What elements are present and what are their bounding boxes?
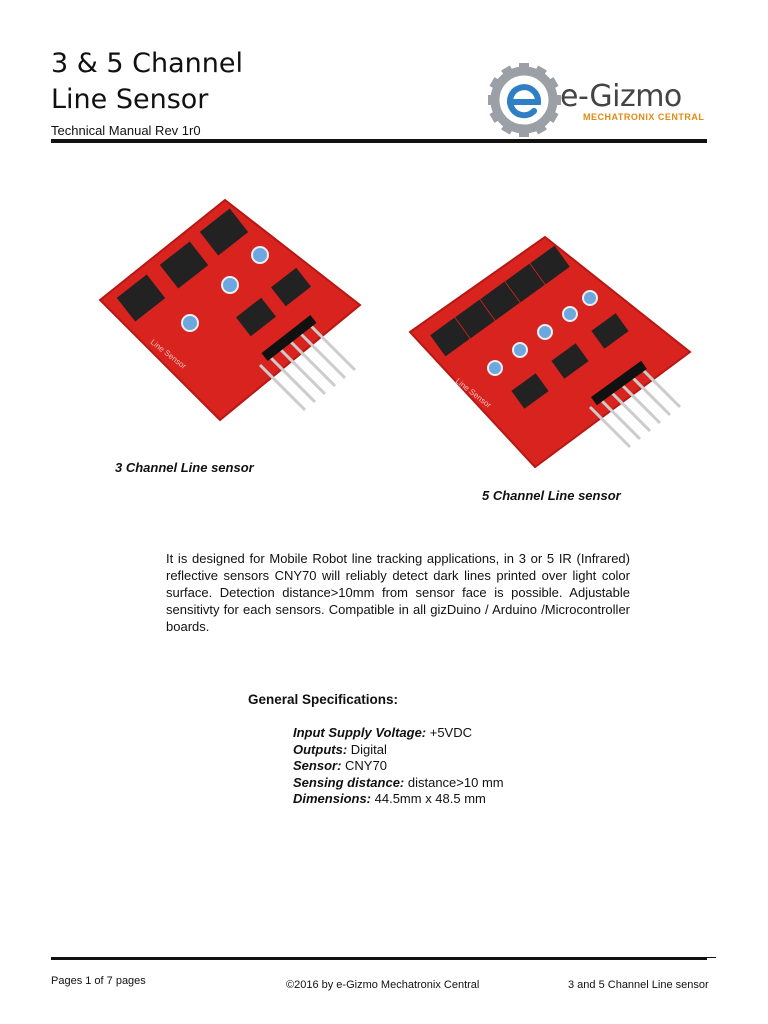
gear-icon [488, 63, 561, 137]
five-channel-board-image [405, 232, 695, 472]
spec-key: Outputs: [293, 741, 348, 757]
logo-tagline: MECHATRONIX CENTRAL [583, 112, 705, 122]
spec-key: Input Supply Voltage: [293, 725, 427, 740]
page-title-line1: 3 & 5 Channel [51, 48, 244, 79]
description-paragraph: It is designed for Mobile Robot line tracking applications, in 3 or 5 IR (Infrared) reflective sensors CNY70 will reliably detect dark lines printed over light color surface. Detection distance>10mm from sensor face is possible. Adjustable sensitivty for each sensors. Compatible in all gizDuino / Arduino /Microcontroller boards. [166, 551, 630, 634]
footer-rule-tick [706, 957, 716, 958]
spec-item [293, 791, 504, 808]
three-channel-board-label: Line Sensor [148, 337, 188, 371]
spec-value: Digital [347, 741, 387, 757]
three-channel-board-image [90, 195, 370, 425]
five-channel-board-label: Line Sensor [453, 376, 493, 410]
logo-brand-text: e-Gizmo [560, 79, 682, 114]
spec-value: CNY70 [341, 758, 387, 773]
specs-list [293, 725, 504, 808]
page-subtitle: Technical Manual Rev 1r0 [51, 123, 201, 138]
spec-key: Dimensions: [293, 791, 372, 806]
footer-rule [51, 957, 707, 960]
spec-item [293, 775, 504, 792]
spec-value: 44.5mm x 48.5 mm [371, 791, 486, 806]
page-title-line2: Line Sensor [51, 84, 209, 115]
footer-page-count: Pages 1 of 7 pages [51, 975, 146, 987]
spec-item [293, 742, 504, 759]
footer-document-name: 3 and 5 Channel Line sensor [568, 979, 709, 991]
spec-value: +5VDC [426, 725, 473, 740]
spec-item [293, 758, 504, 775]
five-channel-caption: 5 Channel Line sensor [482, 488, 621, 503]
footer-copyright: ©2016 by e-Gizmo Mechatronix Central [286, 979, 480, 991]
spec-item [293, 725, 504, 742]
spec-key: Sensing distance: [293, 774, 405, 790]
spec-key: Sensor: [293, 758, 342, 773]
spec-value: distance>10 mm [404, 774, 504, 790]
specs-heading: General Specifications: [248, 692, 399, 707]
three-channel-caption: 3 Channel Line sensor [115, 460, 254, 475]
